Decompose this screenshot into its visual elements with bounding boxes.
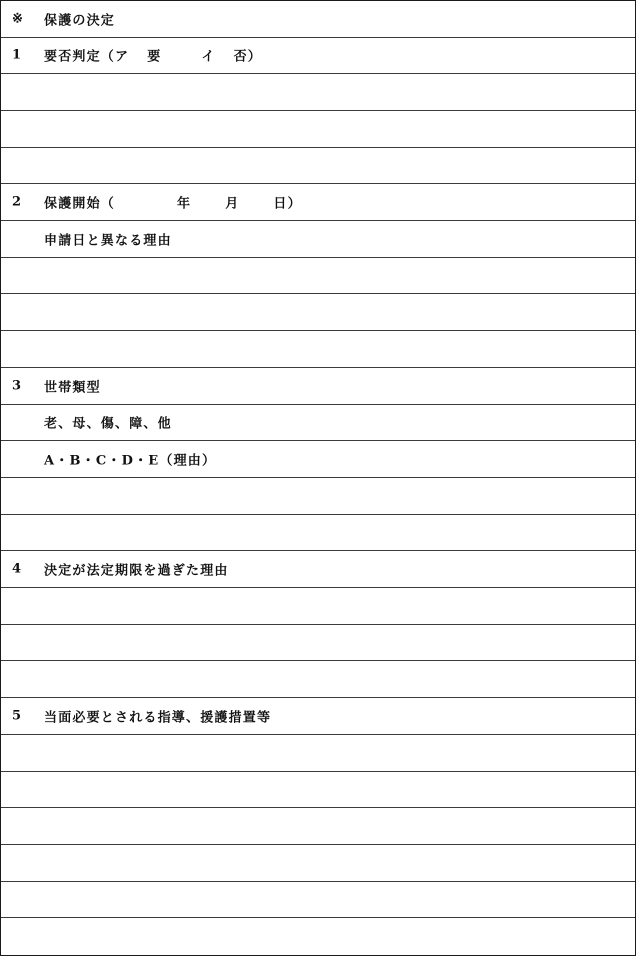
section-2-number: 2 [12, 194, 22, 210]
section-4-blank-line-3[interactable] [1, 662, 635, 699]
section-5-title: 当面必要とされる指導、援護措置等 [44, 710, 272, 726]
section-3-title: 世帯類型 [44, 380, 101, 396]
section-3-blank-line-1[interactable] [1, 478, 635, 515]
section-2-label [44, 193, 302, 212]
year-label: 年 [177, 196, 192, 212]
section-5-blank-line-1[interactable] [1, 735, 635, 772]
month-label: 月 [225, 196, 240, 212]
section-4-title: 決定が法定期限を過ぎた理由 [44, 563, 229, 579]
section-1-header [1, 38, 635, 75]
section-2-blank-line-3[interactable] [1, 331, 635, 368]
section-4-header [1, 552, 635, 589]
section-1-blank-line-3[interactable] [1, 148, 635, 185]
section-4-blank-line-1[interactable] [1, 588, 635, 625]
section-4-number: 4 [12, 561, 22, 577]
section-2-subheader [1, 221, 635, 258]
section-1-label [44, 46, 262, 65]
section-5-blank-line-5[interactable] [1, 882, 635, 919]
household-types: 老、母、傷、障、他 [44, 416, 172, 432]
section-2-header [1, 185, 635, 222]
section-3-number: 3 [12, 378, 22, 394]
section-4-blank-line-2[interactable] [1, 625, 635, 662]
section-5-blank-line-3[interactable] [1, 808, 635, 845]
household-codes: A・B・C・D・E（理由） [44, 453, 217, 469]
section-3-blank-line-2[interactable] [1, 515, 635, 552]
section-1-title: 要否判定（ア [44, 49, 130, 65]
section-2-blank-line-2[interactable] [1, 295, 635, 332]
option-not-required: 否） [233, 49, 263, 65]
section-1-number: 1 [12, 47, 22, 63]
header-row [1, 1, 635, 38]
option-required: 要 [147, 49, 162, 65]
section-5-header [1, 698, 635, 735]
day-label: 日） [273, 196, 302, 212]
section-5-blank-line-4[interactable] [1, 845, 635, 882]
section-5-number: 5 [12, 708, 22, 724]
section-2-title: 保護開始（ [44, 196, 116, 212]
section-5-blank-line-2[interactable] [1, 772, 635, 809]
section-1-blank-line-1[interactable] [1, 74, 635, 111]
household-types-row [1, 405, 635, 442]
option-b-marker: イ [201, 49, 216, 65]
household-codes-row [1, 441, 635, 478]
reason-differs-label: 申請日と異なる理由 [44, 233, 172, 249]
section-3-header [1, 368, 635, 405]
note-mark: ※ [12, 11, 23, 27]
section-1-blank-line-2[interactable] [1, 111, 635, 148]
form-title: 保護の決定 [44, 13, 116, 29]
section-2-blank-line-1[interactable] [1, 258, 635, 295]
section-5-blank-line-6[interactable] [1, 919, 635, 955]
